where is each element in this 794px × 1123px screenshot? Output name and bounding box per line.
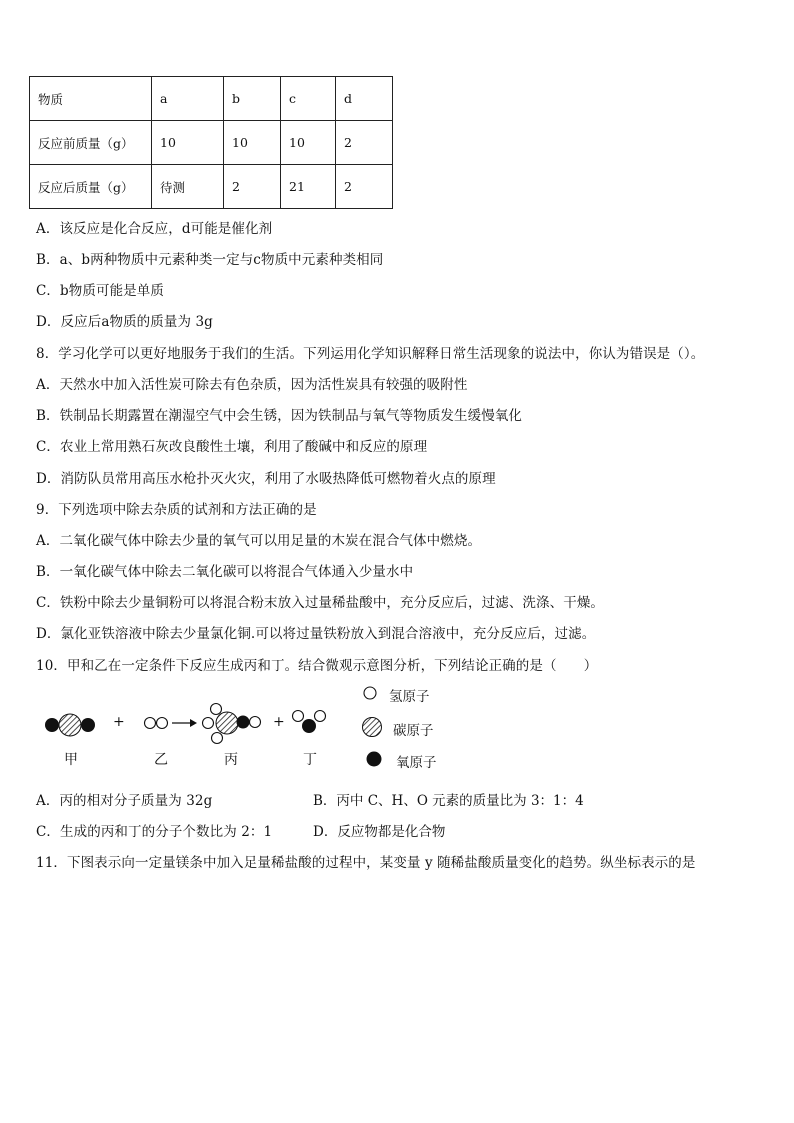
molecule-label-ding: 丁 [303,752,317,768]
q7-option-b: B．a、b两种物质中元素种类一定与c物质中元素种类相同 [36,252,384,268]
q10-option-c: C．生成的丙和丁的分子个数比为 2：1 [36,824,273,840]
q8-stem: 8．学习化学可以更好地服务于我们的生活。下列运用化学知识解释日常生活现象的说法中，你认为错误是（）。 [36,346,705,362]
q7-option-d: D．反应后a物质的质量为 3g [36,314,213,330]
molecule-label-yi: 乙 [154,752,168,768]
q10-option-d: D．反应物都是化合物 [313,824,446,840]
table-cell: 待测 [152,165,224,209]
q8-option-d: D．消防队员常用高压水枪扑灭火灾，利用了水吸热降低可燃物着火点的原理 [36,471,496,487]
table-header-cell: a [152,77,224,121]
q9-stem: 9．下列选项中除去杂质的试剂和方法正确的是 [36,502,317,518]
q8-option-b: B．铁制品长期露置在潮湿空气中会生锈，因为铁制品与氧气等物质发生缓慢氧化 [36,408,523,424]
molecule-yi-icon [145,718,168,729]
q11-stem: 11．下图表示向一定量镁条中加入足量稀盐酸的过程中，某变量 y 随稀盐酸质量变化的趋势。纵坐标表示的是 [36,855,696,871]
molecule-ding-icon [293,711,326,734]
table-cell: 21 [281,165,336,209]
hydrogen-atom-icon [364,687,376,699]
reaction-diagram [30,678,330,748]
legend-oxygen: 氧原子 [396,755,437,771]
q8-option-a: A．天然水中加入活性炭可除去有色杂质，因为活性炭具有较强的吸附性 [36,377,468,393]
arrow-icon [172,719,197,727]
legend-icons [360,683,390,773]
table-cell: 10 [224,121,281,165]
q7-option-a: A．该反应是化合反应，d可能是催化剂 [36,221,273,237]
table-cell: 2 [224,165,281,209]
molecule-jia-icon [45,714,95,736]
molecule-label-jia: 甲 [64,752,78,768]
table-cell: 反应后质量（g） [30,165,152,209]
table-cell: 2 [336,165,393,209]
q10-option-b: B．丙中 C、H、O 元素的质量比为 3：1：4 [313,793,584,809]
table-cell: 反应前质量（g） [30,121,152,165]
plus-sign: + [113,714,125,730]
molecule-label-bing: 丙 [224,752,238,768]
q10-stem: 10．甲和乙在一定条件下反应生成丙和丁。结合微观示意图分析，下列结论正确的是（ ） [36,658,598,674]
table-header-row [30,77,393,121]
molecule-bing-icon [203,704,261,744]
table-cell: 10 [281,121,336,165]
q9-option-d: D．氯化亚铁溶液中除去少量氯化铜.可以将过量铁粉放入到混合溶液中，充分反应后，过滤。 [36,626,596,642]
q9-option-b: B．一氧化碳气体中除去二氧化碳可以将混合气体通入少量水中 [36,564,414,580]
legend-hydrogen: 氢原子 [389,689,430,705]
q9-option-c: C．铁粉中除去少量铜粉可以将混合粉末放入过量稀盐酸中，充分反应后，过滤、洗涤、干燥。 [36,595,605,611]
plus-sign: + [273,714,285,730]
table-header-cell: b [224,77,281,121]
legend-carbon: 碳原子 [393,723,434,739]
table-header-cell: 物质 [30,77,152,121]
q9-option-a: A．二氧化碳气体中除去少量的氧气可以用足量的木炭在混合气体中燃烧。 [36,533,482,549]
oxygen-atom-icon [367,752,382,767]
table-row [30,121,393,165]
mass-table [29,76,393,209]
table-cell: 10 [152,121,224,165]
table-header-cell: d [336,77,393,121]
q8-option-c: C．农业上常用熟石灰改良酸性土壤，利用了酸碱中和反应的原理 [36,439,428,455]
table-row [30,165,393,209]
q10-option-a: A．丙的相对分子质量为 32g [36,793,213,809]
table-header-cell: c [281,77,336,121]
table-cell: 2 [336,121,393,165]
q7-option-c: C．b物质可能是单质 [36,283,164,299]
carbon-atom-icon [363,718,382,737]
